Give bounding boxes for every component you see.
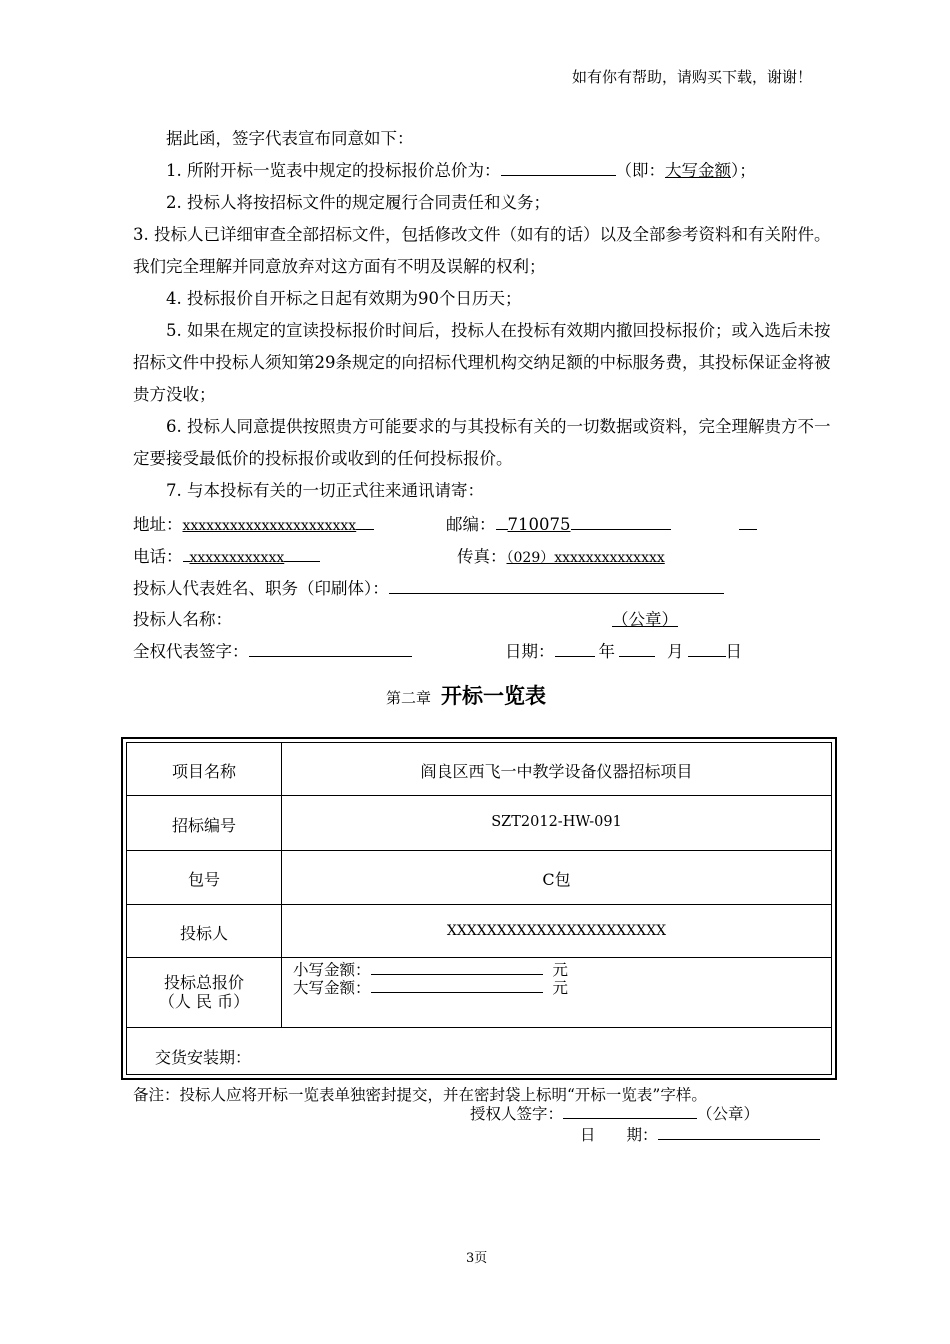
row-divider	[127, 795, 831, 796]
day-label: 日	[725, 642, 742, 661]
chapter-number: 第二章	[386, 689, 432, 707]
rep-blank	[389, 579, 724, 594]
bidder-seal: （公章）	[612, 610, 678, 629]
footer-date-label: 日 期：	[580, 1126, 658, 1144]
sign-label: 全权代表签字：	[133, 642, 249, 661]
delivery-label: 交货安装期：	[155, 1048, 252, 1067]
row-divider	[127, 957, 831, 958]
sign-row	[133, 638, 412, 662]
intro-paragraph	[133, 123, 838, 507]
lower-amount-label: 小写金额：	[293, 961, 371, 979]
lower-amount-blank	[371, 961, 543, 975]
price-fields	[293, 961, 568, 997]
row-divider	[127, 1027, 831, 1028]
bidder-label: 投标人	[179, 924, 228, 943]
month-blank	[619, 642, 655, 657]
header-note: 如有你有帮助，请购买下载，谢谢！	[572, 68, 813, 86]
lower-amount-row	[293, 961, 568, 979]
phone-row	[133, 543, 320, 567]
address-label: 地址：	[133, 515, 183, 534]
upper-amount-unit: 元	[552, 979, 569, 997]
postcode-blank-right	[571, 515, 671, 530]
address-row	[133, 511, 374, 535]
phone-blank-left	[183, 547, 190, 562]
address-value: xxxxxxxxxxxxxxxxxxxxxx	[182, 518, 357, 534]
lower-amount-unit: 元	[552, 961, 569, 979]
project-name-label: 项目名称	[171, 762, 236, 781]
bid-code-label: 招标编号	[171, 816, 236, 835]
phone-label: 电话：	[133, 547, 183, 566]
intro-text: 据此函，签字代表宣布同意如下：	[166, 129, 414, 148]
sign-blank	[249, 642, 412, 657]
footer-note: 备注：投标人应将开标一览表单独密封提交，并在密封袋上标明“开标一览表”字样。	[133, 1086, 707, 1104]
bidder-name-label: 投标人名称：	[133, 610, 232, 629]
chapter-heading	[386, 680, 546, 710]
fax-row	[457, 543, 665, 567]
total-price-title: 投标总报价	[163, 973, 244, 992]
item-1-prefix: 1. 所附开标一览表中规定的投标报价总价为：	[166, 161, 501, 180]
item-1	[133, 155, 838, 187]
fax-value: （029）xxxxxxxxxxxxxx	[506, 550, 665, 566]
rep-row	[133, 575, 724, 599]
row-divider	[127, 850, 831, 851]
auth-sign-row	[470, 1102, 759, 1124]
upper-amount-row	[293, 979, 568, 997]
phone-value: xxxxxxxxxxxx	[189, 550, 285, 566]
rep-label: 投标人代表姓名、职务（印刷体）：	[133, 579, 389, 598]
item-1-mid: （即：	[615, 161, 665, 180]
upper-amount-label: 大写金额：	[293, 979, 371, 997]
item-1-suffix: ）；	[731, 161, 756, 180]
item-3-text: 3. 投标人已详细审查全部招标文件，包括修改文件（如有的话）以及全部参考资料和有关附件。我们完全理解并同意放弃对这方面有不明及误解的权利；	[133, 225, 831, 276]
postcode-value: 710075	[507, 515, 571, 534]
fax-label: 传真：	[457, 547, 507, 566]
postcode-row	[446, 511, 757, 535]
item-1-amount: 大写金额	[665, 161, 731, 180]
footer-date-blank	[658, 1126, 820, 1140]
month-label: 月	[667, 642, 684, 661]
bid-table-inner	[126, 742, 832, 1075]
year-label: 年	[598, 642, 615, 661]
package-label: 包号	[187, 870, 220, 889]
bidder-row	[133, 606, 748, 630]
item-6: 6. 投标人同意提供按照贵方可能要求的与其投标有关的一切数据或资料，完全理解贵方不一定要接受最低价的投标报价或收到的任何投标报价。	[133, 417, 831, 468]
address-blank	[356, 515, 374, 530]
item-4: 4. 投标报价自开标之日起有效期为90个日历天；	[166, 289, 522, 308]
currency-label: （人 民 币）	[158, 992, 250, 1011]
postcode-label: 邮编：	[446, 515, 496, 534]
item-3	[133, 219, 838, 283]
date-label: 日期：	[505, 642, 555, 661]
postcode-blank-extra	[739, 515, 757, 530]
row-divider	[127, 904, 831, 905]
bidder-name-blank	[232, 606, 748, 630]
year-blank	[555, 642, 595, 657]
auth-sign-blank	[563, 1105, 697, 1119]
total-price-blank	[501, 161, 616, 176]
bidder-value: XXXXXXXXXXXXXXXXXXXXXX	[446, 923, 667, 939]
auth-sign-label: 授权人签字：	[470, 1105, 564, 1123]
date-row	[505, 638, 742, 662]
item-5: 5. 如果在规定的宣读投标报价时间后，投标人在投标有效期内撤回投标报价；或入选后未按招标文件中投标人须知第29条规定的向招标代理机构交纳足额的中标服务费，其投标保证金将被贵方没收；	[133, 321, 831, 404]
package-value: C包	[542, 870, 571, 889]
total-price-label	[127, 973, 281, 1011]
postcode-blank-left	[496, 515, 508, 530]
bid-code-value: SZT2012-HW-091	[491, 814, 622, 830]
footer-date-row	[580, 1123, 820, 1145]
day-blank	[688, 642, 726, 657]
project-name-value: 阎良区西飞一中教学设备仪器招标项目	[420, 762, 693, 781]
upper-amount-blank	[371, 979, 543, 993]
phone-blank-right	[284, 547, 320, 562]
item-7: 7. 与本投标有关的一切正式往来通讯请寄：	[166, 481, 484, 500]
page-number: 3页	[466, 1251, 488, 1266]
item-2: 2. 投标人将按招标文件的规定履行合同责任和义务；	[166, 193, 550, 212]
auth-seal: （公章）	[697, 1105, 760, 1123]
chapter-title: 开标一览表	[441, 684, 547, 708]
bid-table	[121, 737, 837, 1080]
